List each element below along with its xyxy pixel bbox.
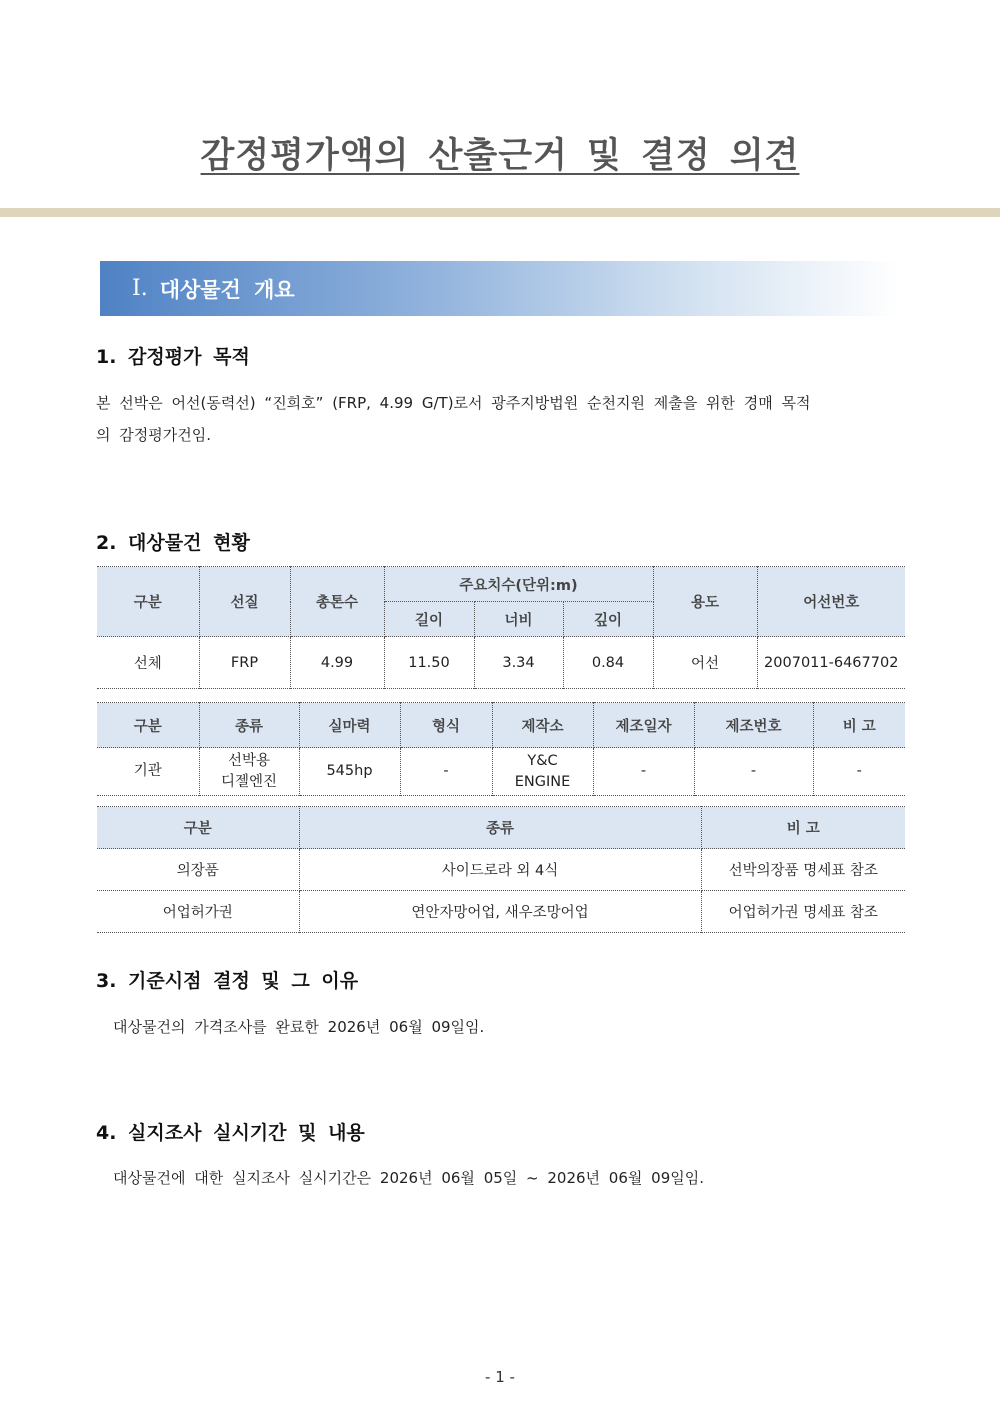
header-type: 종류 [299, 807, 701, 849]
cell-tonnage: 4.99 [290, 637, 384, 689]
purpose-text: 본 선박은 어선(동력선) “진희호” (FRP, 4.99 G/T)로서 광주지방법원 순천지원 제출을 위한 경매 목적 의 감정평가건임. [96, 394, 811, 444]
cell-vessel-no: 2007011-6467702 [757, 637, 905, 689]
table-row [97, 849, 905, 891]
cell-type: 연안자망어업, 새우조망어업 [299, 891, 701, 933]
table-row [97, 748, 905, 796]
cell-category: 기관 [97, 748, 199, 796]
header-vessel-no: 어선번호 [757, 567, 905, 637]
cell-horsepower: 545hp [299, 748, 400, 796]
cell-category: 어업허가권 [97, 891, 299, 933]
page-number: - 1 - [485, 1368, 515, 1386]
header-remarks: 비 고 [813, 703, 905, 748]
table-row [97, 637, 905, 689]
header-model: 형식 [400, 703, 492, 748]
document-title: 감정평가액의 산출근거 및 결정 의견 [200, 136, 800, 176]
header-category: 구분 [97, 567, 199, 637]
inspection-text: 대상물건에 대한 실지조사 실시기간은 2026년 06월 05일 ~ 2026년 06월 09일임. [113, 1169, 704, 1187]
cell-mfg-date: - [593, 748, 694, 796]
base-date-heading: 3. 기준시점 결정 및 그 이유 [96, 970, 359, 992]
section-title: 대상물건 개요 [159, 277, 295, 302]
header-dimensions: 주요치수(단위:m) [384, 567, 653, 602]
header-mfg-date: 제조일자 [593, 703, 694, 748]
cell-width: 3.34 [474, 637, 563, 689]
cell-remarks: 어업허가권 명세표 참조 [701, 891, 905, 933]
cell-type: 선박용 디젤엔진 [199, 748, 299, 796]
header-category: 구분 [97, 807, 299, 849]
cell-depth: 0.84 [563, 637, 653, 689]
cell-use: 어선 [653, 637, 757, 689]
header-serial: 제조번호 [694, 703, 813, 748]
cell-material: FRP [199, 637, 290, 689]
cell-serial: - [694, 748, 813, 796]
header-length: 길이 [384, 602, 474, 637]
header-width: 너비 [474, 602, 563, 637]
hull-table [97, 566, 905, 689]
cell-length: 11.50 [384, 637, 474, 689]
equipment-table [97, 806, 905, 933]
section-number: Ⅰ. [132, 276, 148, 301]
header-depth: 깊이 [563, 602, 653, 637]
cell-model: - [400, 748, 492, 796]
section-banner [100, 261, 900, 316]
purpose-heading: 1. 감정평가 목적 [96, 346, 250, 368]
cell-maker: Y&C ENGINE [492, 748, 593, 796]
header-horsepower: 실마력 [299, 703, 400, 748]
header-material: 선질 [199, 567, 290, 637]
title-divider [0, 208, 1000, 217]
header-tonnage: 총톤수 [290, 567, 384, 637]
cell-category: 의장품 [97, 849, 299, 891]
cell-remarks: 선박의장품 명세표 참조 [701, 849, 905, 891]
engine-table [97, 702, 905, 796]
status-heading: 2. 대상물건 현황 [96, 532, 250, 554]
header-use: 용도 [653, 567, 757, 637]
cell-type: 사이드로라 외 4식 [299, 849, 701, 891]
header-type: 종류 [199, 703, 299, 748]
header-maker: 제작소 [492, 703, 593, 748]
base-date-text: 대상물건의 가격조사를 완료한 2026년 06월 09일임. [113, 1018, 485, 1036]
header-remarks: 비 고 [701, 807, 905, 849]
header-category: 구분 [97, 703, 199, 748]
cell-category: 선체 [97, 637, 199, 689]
inspection-heading: 4. 실지조사 실시기간 및 내용 [96, 1122, 365, 1144]
cell-remarks: - [813, 748, 905, 796]
table-row [97, 891, 905, 933]
